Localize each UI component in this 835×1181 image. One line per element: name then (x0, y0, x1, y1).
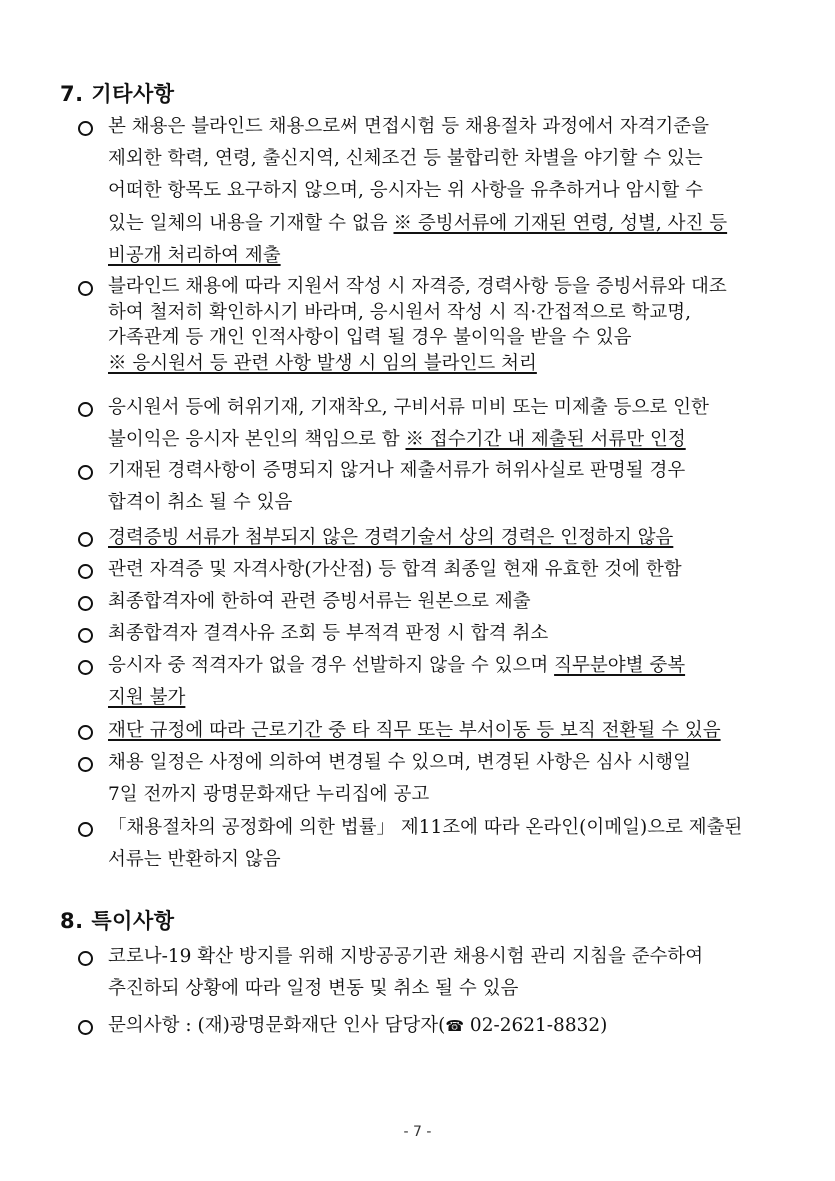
circle-bullet-icon (78, 465, 93, 480)
text-span: 최종합격자에 한하여 관련 증빙서류는 원본으로 제출 (108, 591, 531, 612)
text-span: 채용 일정은 사정에 의하여 변경될 수 있으며, 변경된 사항은 심사 시행일 (108, 752, 691, 773)
text-line (108, 715, 778, 747)
list-item (78, 392, 778, 456)
text-line (108, 487, 778, 519)
circle-bullet-icon (78, 822, 93, 837)
text-line (108, 747, 778, 779)
circle-bullet-icon (78, 532, 93, 547)
text-line (108, 455, 778, 487)
circle-bullet-icon (78, 596, 93, 611)
list-item (78, 715, 778, 747)
circle-bullet-icon (78, 402, 93, 417)
circle-bullet-icon (78, 121, 93, 136)
text-line (108, 351, 778, 377)
text-line (108, 618, 778, 650)
circle-bullet-icon (78, 757, 93, 772)
section-7-heading: 7. 기타사항 (60, 82, 175, 106)
list-item (78, 554, 778, 586)
circle-bullet-icon (78, 564, 93, 579)
circle-bullet-icon (78, 281, 93, 296)
text-span: 응시원서 등에 허위기재, 기재착오, 구비서류 미비 또는 미제출 등으로 인한 (108, 397, 709, 418)
text-span: 가족관계 등 개인 인적사항이 입력 될 경우 불이익을 받을 수 있음 (108, 327, 632, 348)
text-line (108, 424, 778, 456)
text-line (108, 554, 778, 586)
section-8-heading: 8. 특이사항 (60, 909, 175, 933)
underlined-text: 비공개 처리하여 제출 (108, 244, 281, 266)
text-line (108, 392, 778, 424)
list-item (78, 455, 778, 519)
list-item (78, 650, 778, 714)
text-span: 기재된 경력사항이 증명되지 않거나 제출서류가 허위사실로 판명될 경우 (108, 460, 686, 481)
text-span: 코로나-19 확산 방지를 위해 지방공공기관 채용시험 관리 지침을 준수하여 (108, 946, 704, 967)
text-span: 추진하되 상황에 따라 일정 변동 및 취소 될 수 있음 (108, 978, 519, 1000)
underlined-text: ※ 접수기간 내 제출된 서류만 인정 (405, 429, 686, 451)
list-item (78, 274, 778, 376)
circle-bullet-icon (78, 660, 93, 675)
phone-icon: ☎ (445, 1017, 465, 1035)
text-span: 불이익은 응시자 본인의 책임으로 함 (108, 429, 406, 451)
underlined-text: ※ 증빙서류에 기재된 연령, 성별, 사진 등 (393, 212, 728, 234)
list-item (78, 618, 778, 650)
circle-bullet-icon (78, 951, 93, 966)
text-line (108, 274, 778, 300)
text-line (108, 586, 778, 618)
text-span: 제외한 학력, 연령, 출신지역, 신체조건 등 불합리한 차별을 야기할 수 있는 (108, 148, 703, 170)
text-span: 어떠한 항목도 요구하지 않으며, 응시자는 위 사항을 유추하거나 암시할 수 (108, 180, 703, 202)
list-item (78, 941, 778, 1005)
list-item (78, 812, 778, 876)
text-span: 본 채용은 블라인드 채용으로써 면접시험 등 채용절차 과정에서 자격기준을 (108, 116, 710, 137)
text-span: 문의사항 : (재)광명문화재단 인사 담당자( (108, 1015, 446, 1036)
list-item (78, 747, 778, 811)
text-span: 관련 자격증 및 자격사항(가산점) 등 합격 최종일 현재 유효한 것에 한함 (108, 559, 682, 580)
text-span: 7일 전까지 광명문화재단 누리집에 공고 (108, 784, 430, 806)
underlined-text: 직무분야별 중복 (554, 655, 686, 676)
text-line (108, 844, 778, 876)
text-span: 「채용절차의 공정화에 의한 법률」 제11조에 따라 온라인(이메일)으로 제출된 (108, 817, 743, 838)
list-item (78, 586, 778, 618)
underlined-text: 재단 규정에 따라 근로기간 중 타 직무 또는 부서이동 등 보직 전환될 수 있음 (108, 720, 721, 741)
text-span: 있는 일체의 내용을 기재할 수 없음 (108, 212, 394, 234)
circle-bullet-icon (78, 628, 93, 643)
text-line (108, 175, 778, 207)
text-line (108, 143, 778, 175)
page-number: - 7 - (403, 1124, 432, 1140)
text-span: 블라인드 채용에 따라 지원서 작성 시 자격증, 경력사항 등을 증빙서류와 대조 (108, 276, 727, 297)
underlined-text: 지원 불가 (108, 687, 186, 709)
text-line (108, 300, 778, 326)
text-span: 응시자 중 적격자가 없을 경우 선발하지 않을 수 있으며 (108, 655, 555, 676)
text-line (108, 208, 778, 240)
text-span: 02-2621-8832) (464, 1015, 608, 1036)
text-line (108, 973, 778, 1005)
text-line (108, 240, 778, 272)
text-line (108, 682, 778, 714)
list-item (78, 1010, 778, 1042)
text-line (108, 779, 778, 811)
text-line (108, 111, 778, 143)
text-span: 최종합격자 결격사유 조회 등 부적격 판정 시 합격 취소 (108, 623, 549, 644)
text-line (108, 941, 778, 973)
underlined-text: 경력증빙 서류가 첨부되지 않은 경력기술서 상의 경력은 인정하지 않음 (108, 527, 674, 548)
circle-bullet-icon (78, 725, 93, 740)
text-line (108, 325, 778, 351)
text-span: 하여 철저히 확인하시기 바라며, 응시원서 작성 시 직·간접적으로 학교명, (108, 301, 691, 323)
text-line (108, 1010, 778, 1042)
text-line (108, 812, 778, 844)
text-span: 합격이 취소 될 수 있음 (108, 492, 293, 514)
underlined-text: ※ 응시원서 등 관련 사항 발생 시 임의 블라인드 처리 (108, 352, 537, 374)
text-line (108, 650, 778, 682)
text-line (108, 522, 778, 554)
list-item (78, 522, 778, 554)
list-item (78, 111, 778, 272)
text-span: 서류는 반환하지 않음 (108, 849, 281, 871)
circle-bullet-icon (78, 1020, 93, 1035)
